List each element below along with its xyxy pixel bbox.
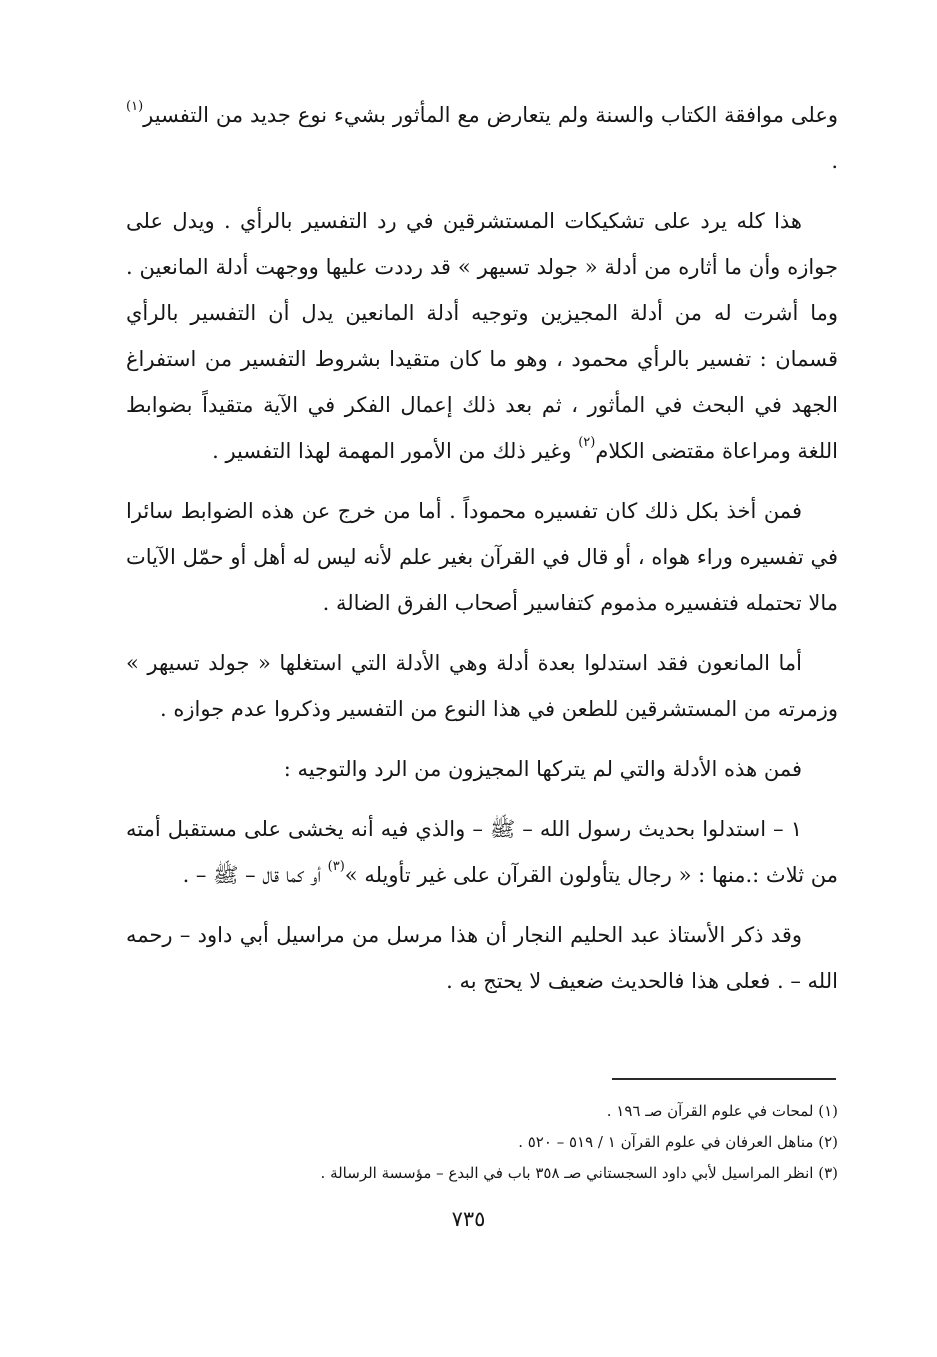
page-number: ٧٣٥ [451, 1207, 486, 1231]
footnote-3: (٣) انظر المراسيل لأبي داود السجستاني صـ ٣٥٨ باب في البدع – مؤسسة الرسالة . [320, 1164, 838, 1182]
paragraph-4 [126, 640, 838, 732]
footnote-reference-2: (٢) [578, 435, 596, 450]
footnote-2: (٢) مناهل العرفان في علوم القرآن ١ / ٥١٩ – ٥٢٠ . [518, 1133, 838, 1151]
footnote-reference-3: (٣) [327, 859, 345, 874]
paragraph-1 [126, 92, 838, 184]
paragraph-text: فمن أخذ بكل ذلك كان تفسيره محموداً . أما من خرج عن هذه الضوابط سائرا في تفسيره وراء هواه ، أو قال في القرآن بغير علم لأنه ليس له أهل أو حمّل الآيات مالا تحتمله فتفسيره مذموم كتفاسير أصحاب الفرق الضالة . [126, 499, 838, 615]
footnote-1: (١) لمحات في علوم القرآن صـ ١٩٦ . [606, 1102, 838, 1120]
paragraph-5 [126, 746, 838, 792]
paragraph-text: ١ – استدلوا بحديث رسول الله – ﷺ – والذي فيه أنه يخشى على مستقبل أمته من ثلاث :.منها : « رجال يتأولون القرآن على غير تأويله » [126, 817, 838, 887]
footnote-reference-1: (١) [126, 99, 144, 114]
paragraph-tail: . [831, 149, 838, 173]
paragraph-text: وقد ذكر الأستاذ عبد الحليم النجار أن هذا مرسل من مراسيل أبي داود – رحمه الله – . فعلى هذا فالحديث ضعيف لا يحتج به . [126, 923, 838, 993]
paragraph-text: أما المانعون فقد استدلوا بعدة أدلة وهي الأدلة التي استغلها « جولد تسيهر » وزمرته من المستشرقين للطعن في هذا النوع من التفسير وذكروا عدم جوازه . [126, 651, 838, 721]
paragraph-text: هذا كله يرد على تشكيكات المستشرقين في رد التفسير بالرأي . ويدل على جوازه وأن ما أثاره من أدلة « جولد تسيهر » قد رددت عليها ووجهت أدلة المانعين . وما أشرت له من أدلة المجيزين وتوجيه أدلة المانعين يدل أن التفسير بالرأي قسمان : تفسير بالرأي محمود ، وهو ما كان متقيدا بشروط التفسير من استفراغ الجهد في البحث في المأثور ، ثم بعد ذلك إعمال الفكر في الآية متقيداً بضوابط اللغة ومراعاة مقتضى الكلام [126, 209, 838, 463]
paragraph-6 [126, 806, 838, 898]
paragraph-3 [126, 488, 838, 626]
footnote-separator [612, 1078, 836, 1080]
main-text [126, 92, 838, 1018]
paragraph-7 [126, 912, 838, 1004]
paragraph-text: وعلى موافقة الكتاب والسنة ولم يتعارض مع المأثور بشيء نوع جديد من التفسير [143, 103, 838, 127]
paragraph-2 [126, 198, 838, 474]
paragraph-text: فمن هذه الأدلة والتي لم يتركها المجيزون من الرد والتوجيه : [283, 757, 802, 781]
paragraph-tail: أو كما قال – ﷺ – . [182, 863, 328, 887]
footnotes [126, 1096, 838, 1189]
paragraph-tail: وغير ذلك من الأمور المهمة لهذا التفسير . [212, 439, 579, 463]
